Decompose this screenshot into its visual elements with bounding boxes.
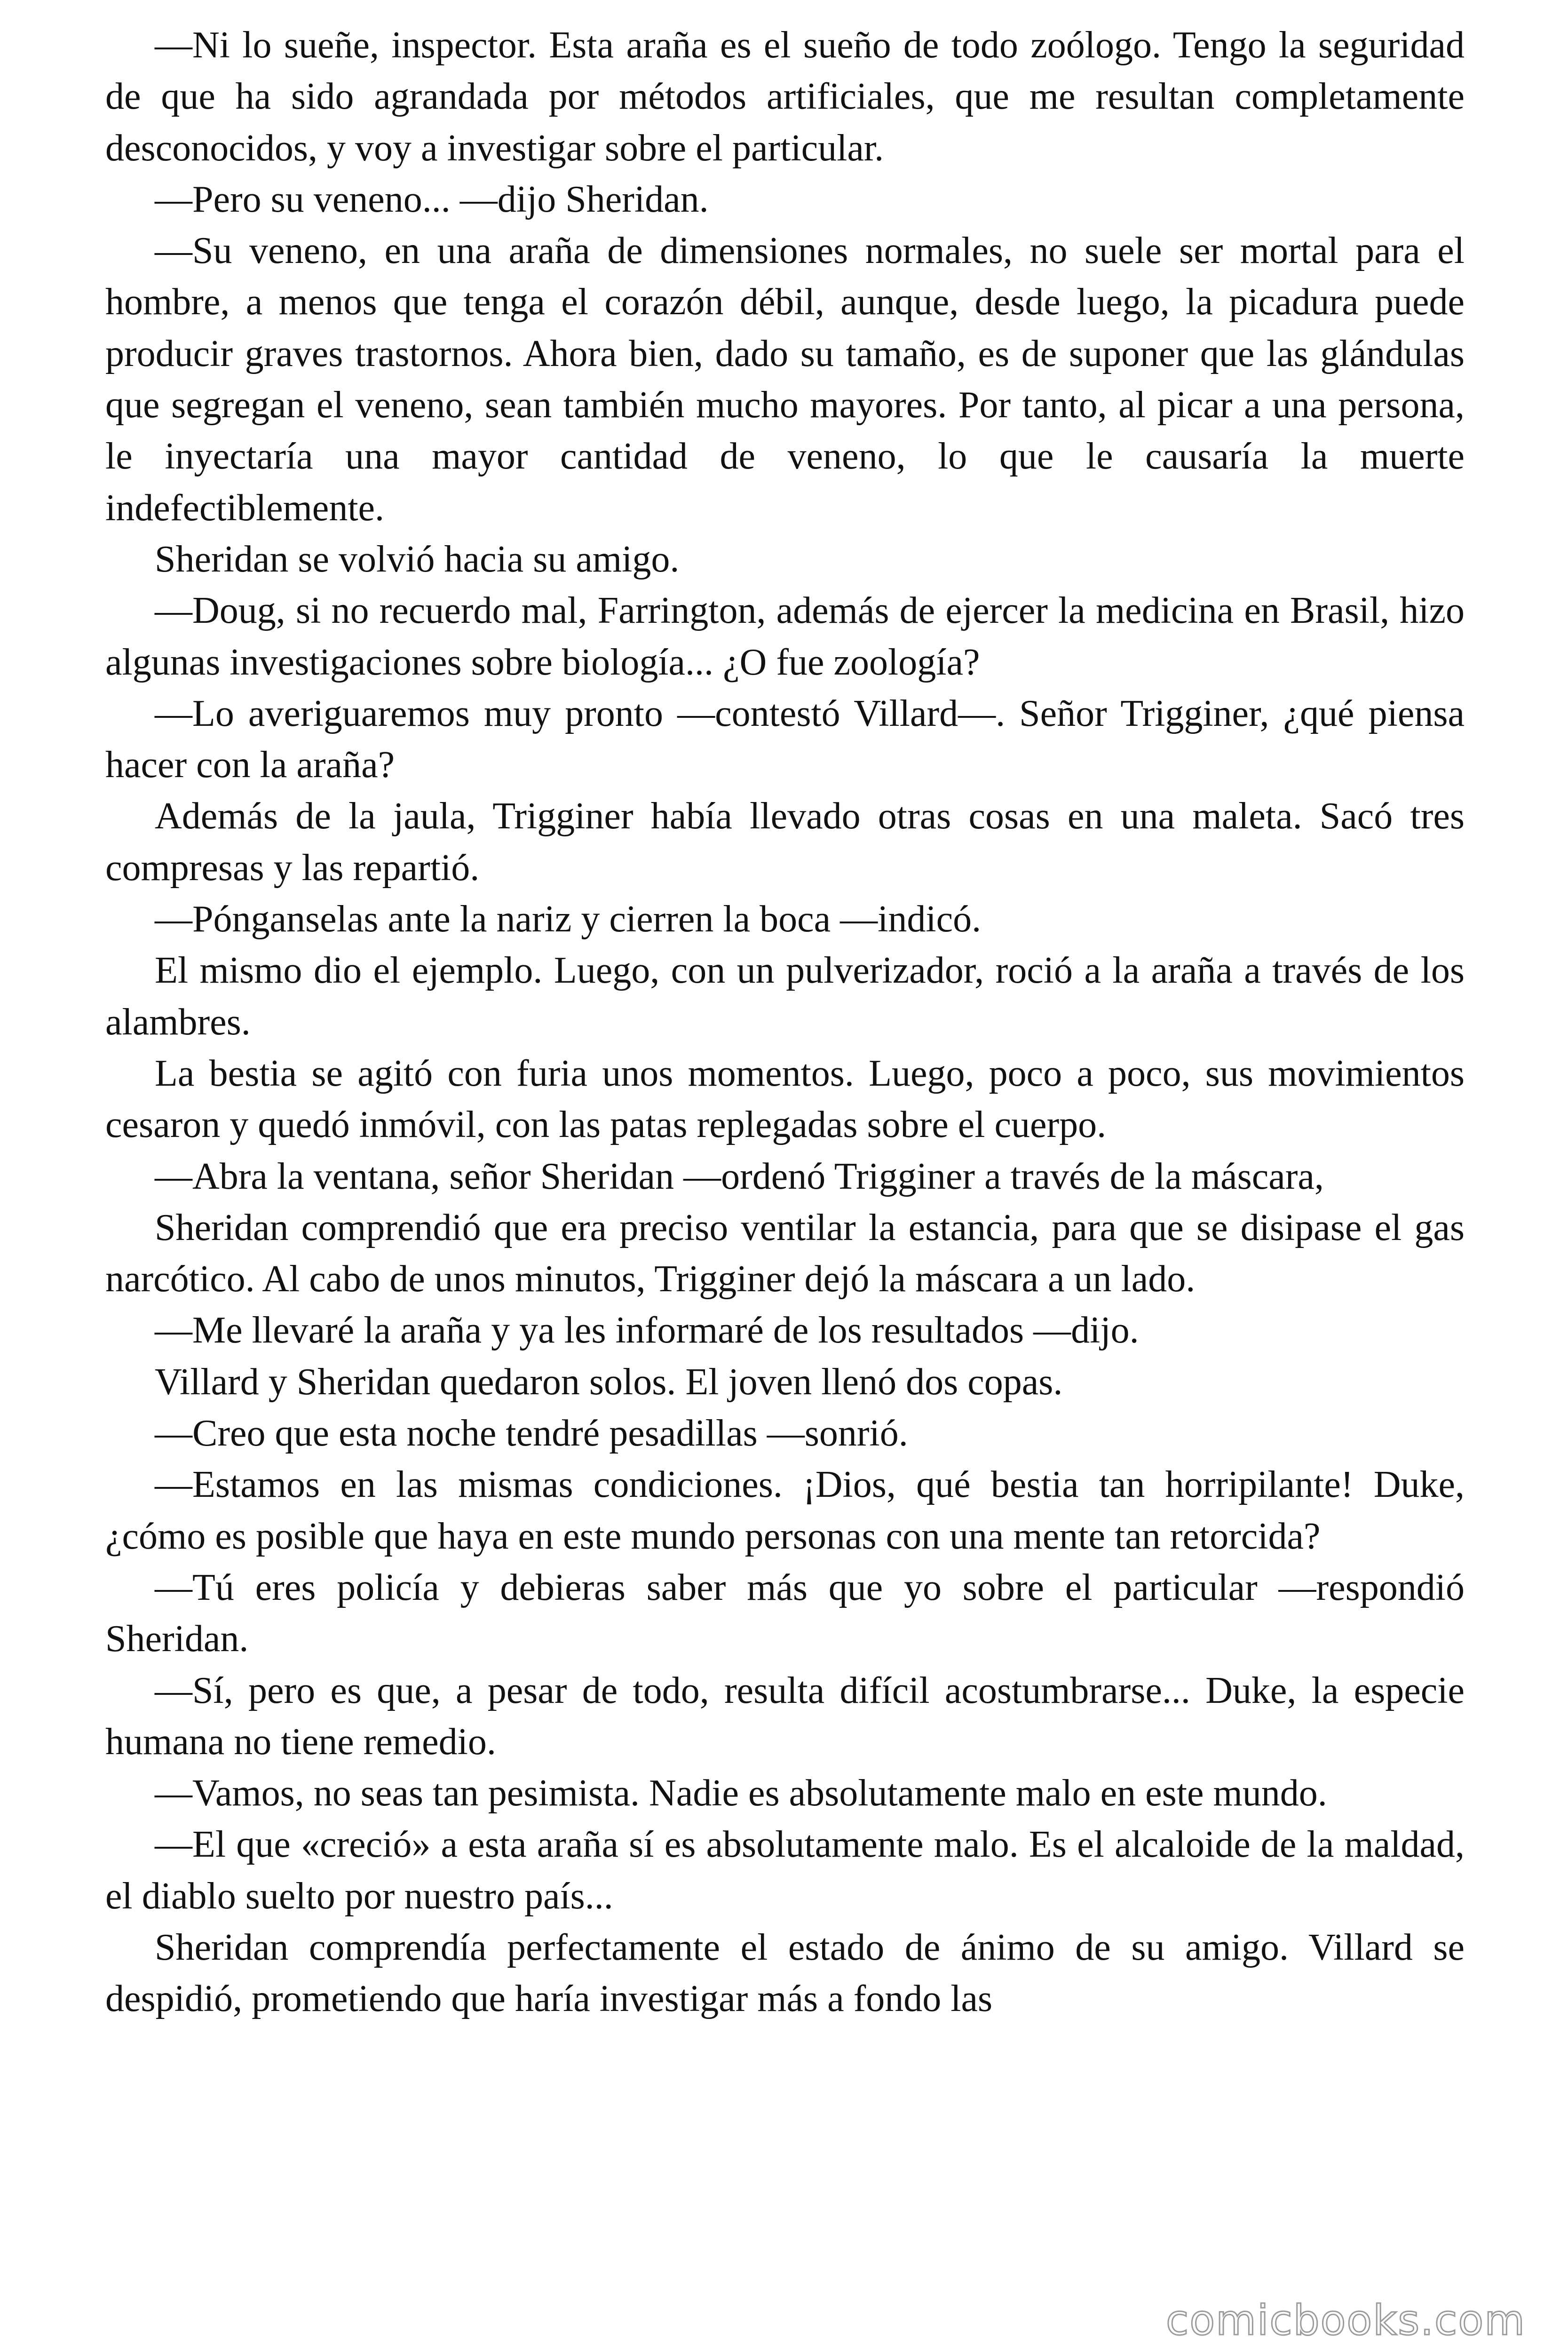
paragraph-9: El mismo dio el ejemplo. Luego, con un pulverizador, roció a la araña a través de los alambres. xyxy=(105,950,1465,1043)
paragraph-2: —Pero su veneno... —dijo Sheridan. xyxy=(155,178,709,220)
paragraph-10: La bestia se agitó con furia unos momentos. Luego, poco a poco, sus movimientos cesaron y quedó inmóvil, con las patas replegadas sobre el cuerpo. xyxy=(105,1052,1465,1146)
paragraph-4: Sheridan se volvió hacia su amigo. xyxy=(155,538,680,580)
paragraph-12: Sheridan comprendió que era preciso ventilar la estancia, para que se disipase el gas narcótico. Al cabo de unos minutos, Trigginer dejó la máscara a un lado. xyxy=(105,1207,1465,1300)
paragraph-21: Sheridan comprendía perfectamente el estado de ánimo de su amigo. Villard se despidió, prometiendo que haría investigar más a fondo las xyxy=(105,1926,1465,2020)
paragraph-7: Además de la jaula, Trigginer había llevado otras cosas en una maleta. Sacó tres compresas y las repartió. xyxy=(105,795,1465,889)
paragraph-16: —Estamos en las mismas condiciones. ¡Dios, qué bestia tan horripilante! Duke, ¿cómo es posible que haya en este mundo personas con una mente tan retorcida? xyxy=(105,1464,1465,1557)
paragraph-11: —Abra la ventana, señor Sheridan —ordenó Trigginer a través de la máscara, xyxy=(155,1155,1324,1197)
paragraph-6: —Lo averiguaremos muy pronto —contestó Villard—. Señor Trigginer, ¿qué piensa hacer con la araña? xyxy=(105,692,1465,786)
paragraph-8: —Pónganselas ante la nariz y cierren la boca —indicó. xyxy=(155,898,982,940)
paragraph-5: —Doug, si no recuerdo mal, Farrington, además de ejercer la medicina en Brasil, hizo algunas investigaciones sobre biología... ¿O fue zoología? xyxy=(105,590,1465,683)
paragraph-1: —Ni lo sueñe, inspector. Esta araña es el sueño de todo zoólogo. Tengo la seguridad de que ha sido agrandada por métodos artificiales, que me resultan completamente desconocidos, y voy a investigar sobre el particular. xyxy=(105,24,1465,169)
paragraph-18: —Sí, pero es que, a pesar de todo, resulta difícil acostumbrarse... Duke, la especie humana no tiene remedio. xyxy=(105,1669,1465,1763)
paragraph-13: —Me llevaré la araña y ya les informaré de los resultados —dijo. xyxy=(155,1310,1139,1351)
paragraph-3: —Su veneno, en una araña de dimensiones normales, no suele ser mortal para el hombre, a menos que tenga el corazón débil, aunque, desde luego, la picadura puede producir graves trastornos. Ahora bien, dado su tamaño, es de suponer que las glándulas que segregan el veneno, sean también mucho mayores. Por tanto, al picar a una persona, le inyectaría una mayor cantidad de veneno, lo que le causaría la muerte indefectiblemente. xyxy=(105,230,1465,529)
paragraph-19: —Vamos, no seas tan pesimista. Nadie es absolutamente malo en este mundo. xyxy=(155,1772,1327,1814)
paragraph-14: Villard y Sheridan quedaron solos. El joven llenó dos copas. xyxy=(155,1361,1063,1403)
paragraph-17: —Tú eres policía y debieras saber más que yo sobre el particular —respondió Sheridan. xyxy=(105,1566,1465,1660)
paragraph-15: —Creo que esta noche tendré pesadillas —sonrió. xyxy=(155,1413,908,1454)
document-page xyxy=(105,20,1465,2025)
paragraph-20: —El que «creció» a esta araña sí es absolutamente malo. Es el alcaloide de la maldad, el diablo suelto por nuestro país... xyxy=(105,1824,1465,1917)
watermark: comicbooks.com xyxy=(1165,2296,1526,2344)
